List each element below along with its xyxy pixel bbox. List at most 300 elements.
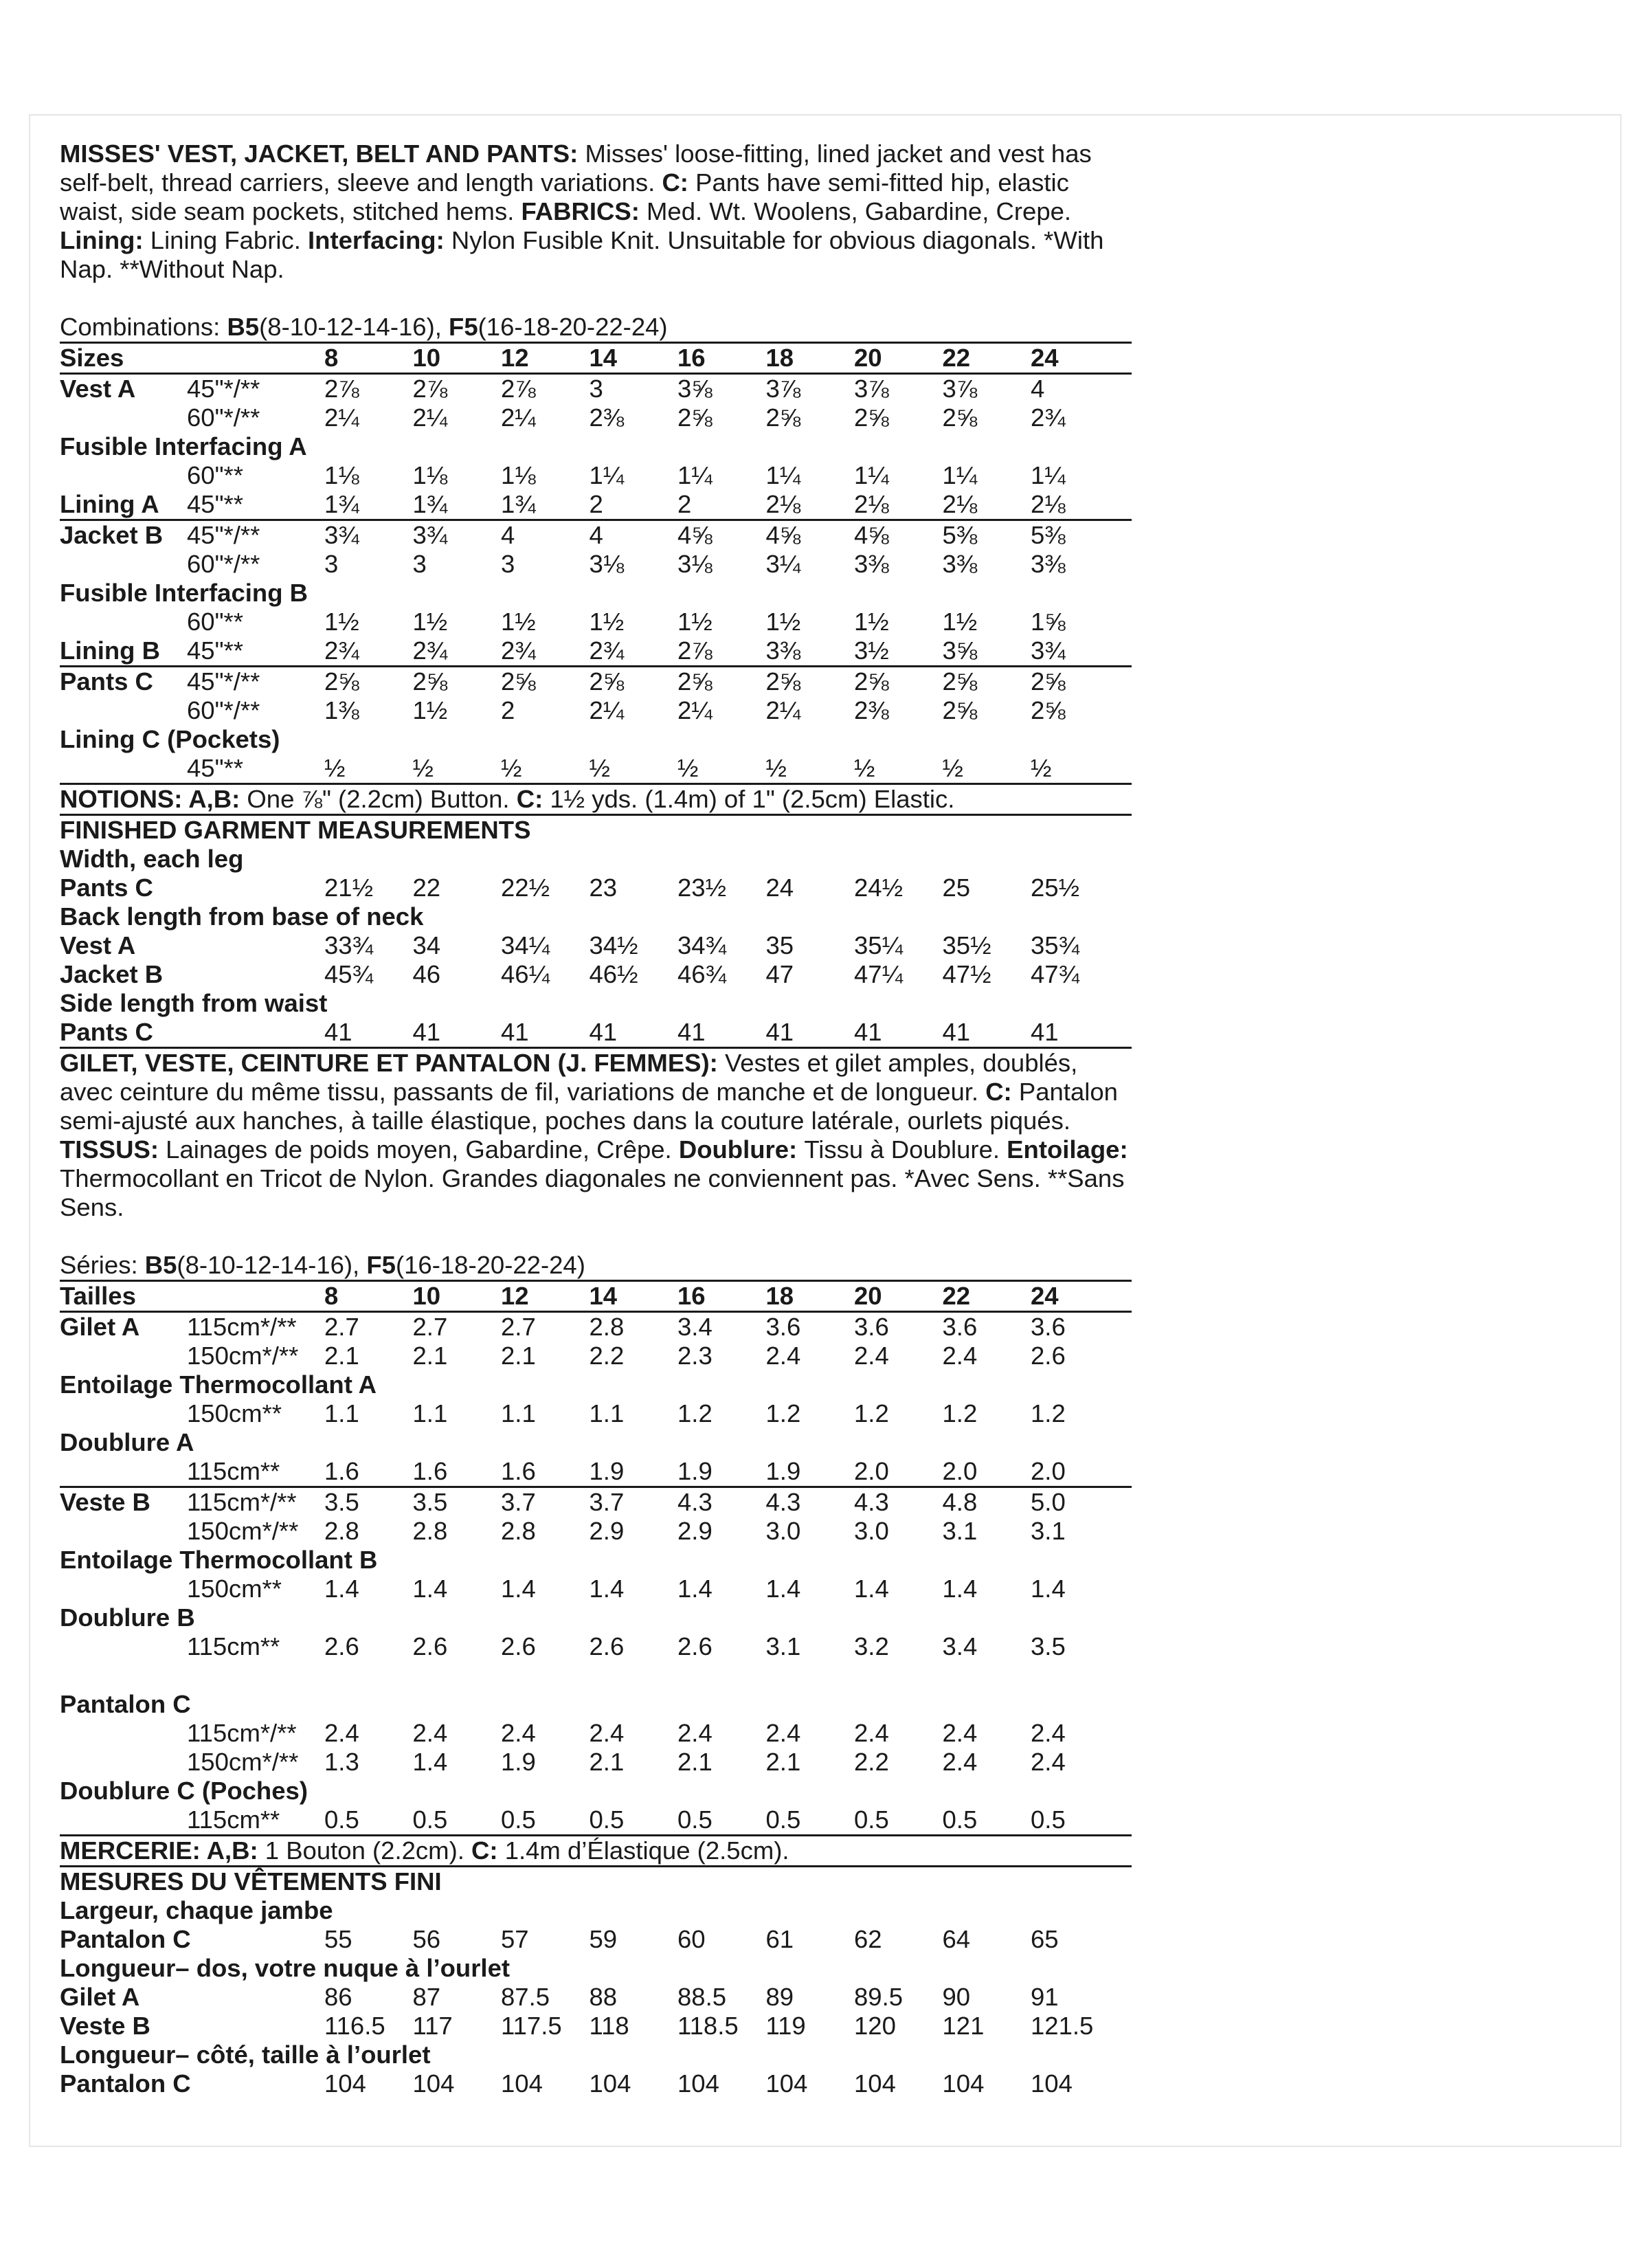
yardage-cell: 0.5 bbox=[589, 1805, 625, 1834]
section-label: Lining C (Pockets) bbox=[60, 725, 280, 753]
yardage-cell: 41 bbox=[589, 1018, 618, 1046]
size-header: 22 bbox=[942, 1282, 971, 1310]
yardage-cell: 1.6 bbox=[324, 1457, 359, 1485]
yardage-cell: 3½ bbox=[854, 636, 889, 665]
yardage-cell: 46¼ bbox=[501, 960, 550, 988]
table-row bbox=[60, 1342, 1132, 1370]
fr-description bbox=[60, 1049, 1132, 1222]
table-row bbox=[60, 2012, 1132, 2041]
row-label: Jacket B bbox=[60, 960, 164, 988]
yardage-cell: 2¾ bbox=[412, 636, 448, 665]
yardage-cell: 1.4 bbox=[1031, 1575, 1066, 1603]
yardage-cell: 89 bbox=[765, 1983, 794, 2011]
section-label: Entoilage Thermocollant A bbox=[60, 1370, 377, 1399]
row-label bbox=[60, 1399, 187, 1428]
yardage-cell: 2⅝ bbox=[765, 667, 801, 696]
section-label: Fusible Interfacing B bbox=[60, 579, 308, 607]
notions-term: MERCERIE: A,B: bbox=[60, 1836, 265, 1865]
row-label: Vest A bbox=[60, 375, 136, 403]
yardage-cell: 35½ bbox=[942, 931, 991, 959]
yardage-cell: 104 bbox=[942, 2069, 985, 2098]
yardage-cell: 5⅜ bbox=[1031, 521, 1066, 549]
yardage-cell: 2.6 bbox=[589, 1632, 625, 1660]
yardage-cell: 4.8 bbox=[942, 1488, 978, 1516]
yardage-cell: 2⅛ bbox=[854, 490, 889, 518]
combinations-prefix: Séries: bbox=[60, 1251, 145, 1279]
yardage-cell: 3.1 bbox=[1031, 1517, 1066, 1545]
yardage-cell: 2.8 bbox=[589, 1313, 625, 1341]
yardage-cell: 121 bbox=[942, 2012, 985, 2040]
yardage-cell: 4.3 bbox=[854, 1488, 889, 1516]
yardage-cell: 2.9 bbox=[677, 1517, 713, 1545]
yardage-cell: 46¾ bbox=[677, 960, 727, 988]
section-row bbox=[60, 989, 1132, 1018]
yardage-cell: 117 bbox=[412, 2012, 453, 2040]
table-row bbox=[60, 2069, 1132, 2098]
fabric-width: 45"** bbox=[187, 490, 243, 518]
size-header: 24 bbox=[1031, 1282, 1059, 1310]
notions-text: 1.4m d’Élastique (2.5cm). bbox=[504, 1836, 789, 1865]
row-label bbox=[60, 1575, 187, 1603]
yardage-cell: 3⅞ bbox=[854, 375, 889, 403]
size-header: 10 bbox=[412, 344, 441, 372]
yardage-cell: 2.0 bbox=[942, 1457, 978, 1485]
row-label: Pants C bbox=[60, 1018, 153, 1046]
spacer bbox=[60, 284, 1132, 313]
table-row bbox=[60, 490, 1132, 519]
yardage-cell: 2⅝ bbox=[942, 403, 978, 432]
yardage-cell: 104 bbox=[412, 2069, 455, 2098]
yardage-cell: 3.1 bbox=[942, 1517, 978, 1545]
yardage-cell: 41 bbox=[942, 1018, 971, 1046]
yardage-cell: 2⅝ bbox=[412, 667, 448, 696]
section-row bbox=[60, 2041, 1132, 2069]
combination-range: (8-10-12-14-16), bbox=[177, 1251, 367, 1279]
yardage-cell: 2.6 bbox=[1031, 1342, 1066, 1370]
yardage-cell: 3¾ bbox=[1031, 636, 1066, 665]
yardage-cell: 4 bbox=[501, 521, 515, 549]
fabric-width bbox=[187, 2069, 324, 2098]
yardage-cell: 3⅛ bbox=[589, 550, 625, 578]
table-row bbox=[60, 1575, 1132, 1603]
fr-combinations bbox=[60, 1251, 1132, 1280]
yardage-cell: 1.4 bbox=[765, 1575, 801, 1603]
row-label: Pants C bbox=[60, 667, 153, 696]
yardage-cell: 25½ bbox=[1031, 874, 1080, 902]
yardage-cell: 2.1 bbox=[412, 1342, 448, 1370]
yardage-cell: 1½ bbox=[589, 608, 625, 636]
notions-text: 1½ yds. (1.4m) of 1" (2.5cm) Elastic. bbox=[550, 785, 955, 813]
yardage-cell: 2.4 bbox=[854, 1719, 889, 1747]
yardage-cell: 2⅞ bbox=[501, 375, 536, 403]
yardage-cell: 1¼ bbox=[1031, 461, 1066, 489]
table-row bbox=[60, 608, 1132, 636]
yardage-cell: 104 bbox=[501, 2069, 543, 2098]
yardage-cell: 1.1 bbox=[412, 1399, 448, 1427]
size-header: 8 bbox=[324, 344, 339, 372]
notions-term: C: bbox=[471, 1836, 505, 1865]
yardage-cell: 22½ bbox=[501, 874, 550, 902]
yardage-cell: 56 bbox=[412, 1925, 441, 1953]
yardage-cell: 3¾ bbox=[412, 521, 448, 549]
yardage-cell: 1.2 bbox=[1031, 1399, 1066, 1427]
fabric-width: 45"** bbox=[187, 754, 243, 782]
yardage-cell: 2.4 bbox=[942, 1748, 978, 1776]
yardage-cell: 46½ bbox=[589, 960, 638, 988]
description-text: Vestes et gilet amples, doublés, avec ceinture du même tissu, passants de fil, variations de manche et de longueur. bbox=[60, 1049, 1078, 1106]
description-term: TISSUS: bbox=[60, 1135, 166, 1164]
yardage-cell: 2¼ bbox=[765, 696, 801, 724]
row-label: Pants C bbox=[60, 874, 153, 902]
yardage-cell: 104 bbox=[854, 2069, 896, 2098]
yardage-cell: 1.2 bbox=[942, 1399, 978, 1427]
size-header: 12 bbox=[501, 344, 529, 372]
yardage-cell: 34¾ bbox=[677, 931, 727, 959]
yardage-cell: ½ bbox=[589, 754, 610, 782]
row-label bbox=[60, 696, 187, 725]
yardage-cell: 3.5 bbox=[412, 1488, 448, 1516]
yardage-cell: 2.6 bbox=[324, 1632, 359, 1660]
yardage-cell: 2.6 bbox=[412, 1632, 448, 1660]
yardage-cell: ½ bbox=[942, 754, 963, 782]
section-row bbox=[60, 1954, 1132, 1983]
yardage-cell: 2.9 bbox=[589, 1517, 625, 1545]
yardage-cell: 2.0 bbox=[1031, 1457, 1066, 1485]
yardage-cell: 2.4 bbox=[854, 1342, 889, 1370]
table-row bbox=[60, 960, 1132, 989]
row-label: Veste B bbox=[60, 2012, 150, 2040]
yardage-cell: 62 bbox=[854, 1925, 882, 1953]
yardage-cell: 2.1 bbox=[677, 1748, 713, 1776]
yardage-cell: 1⅝ bbox=[1031, 608, 1066, 636]
yardage-cell: ½ bbox=[765, 754, 787, 782]
size-header: 16 bbox=[677, 344, 706, 372]
yardage-cell: 3¾ bbox=[324, 521, 359, 549]
yardage-cell: 47½ bbox=[942, 960, 991, 988]
row-label: Vest A bbox=[60, 931, 136, 959]
yardage-cell: 3.7 bbox=[589, 1488, 625, 1516]
yardage-cell: 3⅜ bbox=[765, 636, 801, 665]
size-header: 18 bbox=[765, 1282, 794, 1310]
spacer bbox=[60, 1222, 1132, 1251]
yardage-cell: 1½ bbox=[501, 608, 536, 636]
yardage-cell: 2.4 bbox=[1031, 1719, 1066, 1747]
yardage-cell: 41 bbox=[1031, 1018, 1059, 1046]
yardage-cell: 33¾ bbox=[324, 931, 374, 959]
yardage-cell: 46 bbox=[412, 960, 441, 988]
yardage-cell: 59 bbox=[589, 1925, 618, 1953]
yardage-cell: 87.5 bbox=[501, 1983, 550, 2011]
yardage-cell: 2⅝ bbox=[501, 667, 536, 696]
yardage-cell: 22 bbox=[412, 874, 441, 902]
combination-range: (16-18-20-22-24) bbox=[395, 1251, 585, 1279]
section-label: MESURES DU VÊTEMENTS FINI bbox=[60, 1867, 442, 1895]
table-row bbox=[60, 696, 1132, 725]
fabric-width: 115cm*/** bbox=[187, 1719, 297, 1747]
table-row bbox=[60, 1719, 1132, 1748]
table-row bbox=[60, 931, 1132, 960]
yardage-cell: 2.6 bbox=[677, 1632, 713, 1660]
size-header: 8 bbox=[324, 1282, 339, 1310]
row-label bbox=[60, 1719, 187, 1748]
yardage-cell: 60 bbox=[677, 1925, 706, 1953]
fabric-width: 115cm*/** bbox=[187, 1488, 297, 1516]
yardage-cell: 3.4 bbox=[942, 1632, 978, 1660]
yardage-cell: 23 bbox=[589, 874, 618, 902]
section-row bbox=[60, 1690, 1132, 1719]
yardage-cell: 1½ bbox=[412, 696, 448, 724]
notions-term: C: bbox=[516, 785, 550, 813]
size-header: 18 bbox=[765, 344, 794, 372]
yardage-cell: 2⅛ bbox=[942, 490, 978, 518]
yardage-cell: 21½ bbox=[324, 874, 374, 902]
yardage-cell: 89.5 bbox=[854, 1983, 904, 2011]
fabric-width: 60"*/** bbox=[187, 696, 260, 724]
yardage-cell: 3.6 bbox=[765, 1313, 801, 1341]
yardage-cell: ½ bbox=[1031, 754, 1052, 782]
yardage-cell: 4.3 bbox=[765, 1488, 801, 1516]
yardage-cell: 4.3 bbox=[677, 1488, 713, 1516]
yardage-cell: 1⅛ bbox=[501, 461, 536, 489]
yardage-cell: 4 bbox=[1031, 375, 1045, 403]
combination-range: (8-10-12-14-16), bbox=[259, 313, 449, 341]
table-row bbox=[60, 1517, 1132, 1546]
fabric-width: 150cm*/** bbox=[187, 1517, 299, 1545]
yardage-cell: 34 bbox=[412, 931, 441, 959]
yardage-cell: 104 bbox=[677, 2069, 719, 2098]
fabric-width bbox=[187, 1983, 324, 2012]
yardage-cell: 1⅜ bbox=[324, 696, 359, 724]
yardage-cell: 3 bbox=[501, 550, 515, 578]
yardage-cell: 35¼ bbox=[854, 931, 904, 959]
yardage-cell: 1¼ bbox=[942, 461, 978, 489]
fabric-width: 115cm** bbox=[187, 1632, 280, 1660]
yardage-cell: 65 bbox=[1031, 1925, 1059, 1953]
table-row bbox=[60, 521, 1132, 550]
table-row bbox=[60, 874, 1132, 902]
yardage-cell: 1.4 bbox=[854, 1575, 889, 1603]
yardage-cell: 3¼ bbox=[765, 550, 801, 578]
fabric-width: 45"*/** bbox=[187, 375, 260, 403]
description-text: Misses' loose-fitting, lined jacket and vest has self-belt, thread carriers, sleeve and length variations. bbox=[60, 140, 1092, 197]
yardage-cell: 2.8 bbox=[324, 1517, 359, 1545]
yardage-cell: 2¼ bbox=[501, 403, 536, 432]
yardage-cell: 3⅞ bbox=[765, 375, 801, 403]
yardage-cell: 47 bbox=[765, 960, 794, 988]
sizes-header-row bbox=[60, 1282, 1132, 1311]
header-blank bbox=[187, 344, 324, 373]
yardage-cell: 1.6 bbox=[412, 1457, 448, 1485]
description-text: Med. Wt. Woolens, Gabardine, Crepe. bbox=[646, 197, 1072, 225]
table-row bbox=[60, 1632, 1132, 1661]
yardage-cell: ½ bbox=[854, 754, 875, 782]
yardage-cell: 86 bbox=[324, 1983, 352, 2011]
yardage-cell: 2 bbox=[677, 490, 692, 518]
row-label bbox=[60, 608, 187, 636]
yardage-cell: 1½ bbox=[677, 608, 713, 636]
description-term: C: bbox=[985, 1078, 1019, 1106]
yardage-cell: ½ bbox=[324, 754, 346, 782]
yardage-cell: 2.4 bbox=[412, 1719, 448, 1747]
combination-code: F5 bbox=[366, 1251, 396, 1279]
yardage-cell: 4⅝ bbox=[677, 521, 713, 549]
description-text: Lainages de poids moyen, Gabardine, Crêpe. bbox=[166, 1135, 679, 1164]
description-term: Entoilage: bbox=[1007, 1135, 1128, 1164]
yardage-cell: 2.1 bbox=[765, 1748, 801, 1776]
section-row bbox=[60, 432, 1132, 461]
description-term: Interfacing: bbox=[308, 226, 451, 254]
yardage-cell: 104 bbox=[1031, 2069, 1073, 2098]
section-label: Width, each leg bbox=[60, 845, 244, 873]
yardage-cell: 1.6 bbox=[501, 1457, 536, 1485]
yardage-cell: 2⅝ bbox=[765, 403, 801, 432]
section-row bbox=[60, 1603, 1132, 1632]
yardage-cell: 2.6 bbox=[501, 1632, 536, 1660]
yardage-cell: 2⅝ bbox=[677, 403, 713, 432]
fabric-width bbox=[187, 874, 324, 902]
row-label: Pantalon C bbox=[60, 2069, 191, 2098]
section-row bbox=[60, 1370, 1132, 1399]
yardage-cell: 0.5 bbox=[765, 1805, 801, 1834]
fabric-width bbox=[187, 1018, 324, 1047]
yardage-cell: 2 bbox=[501, 696, 515, 724]
yardage-cell: 2⅝ bbox=[942, 696, 978, 724]
yardage-cell: 3⅜ bbox=[1031, 550, 1066, 578]
yardage-cell: 2¾ bbox=[324, 636, 359, 665]
en-description bbox=[60, 140, 1132, 284]
row-label bbox=[60, 461, 187, 490]
section-label: Longueur– dos, votre nuque à l’ourlet bbox=[60, 1954, 511, 1982]
description-text: Nylon Fusible Knit. Unsuitable for obvious diagonals. *With Nap. **Without Nap. bbox=[60, 226, 1104, 283]
yardage-cell: 3.2 bbox=[854, 1632, 889, 1660]
row-label bbox=[60, 1517, 187, 1546]
table-row bbox=[60, 1983, 1132, 2012]
yardage-cell: 2⅝ bbox=[677, 667, 713, 696]
yardage-cell: 1¾ bbox=[412, 490, 448, 518]
yardage-cell: 2.7 bbox=[412, 1313, 448, 1341]
size-header: 10 bbox=[412, 1282, 441, 1310]
yardage-cell: 2.3 bbox=[677, 1342, 713, 1370]
size-header: 16 bbox=[677, 1282, 706, 1310]
yardage-cell: 3.7 bbox=[501, 1488, 536, 1516]
description-term: Lining: bbox=[60, 226, 150, 254]
table-row bbox=[60, 1748, 1132, 1777]
yardage-cell: 0.5 bbox=[942, 1805, 978, 1834]
table-row bbox=[60, 636, 1132, 665]
section-row bbox=[60, 902, 1132, 931]
table-row bbox=[60, 667, 1132, 696]
row-spacer bbox=[60, 1661, 1132, 1690]
fabric-width: 115cm** bbox=[187, 1457, 280, 1485]
row-label bbox=[60, 403, 187, 432]
yardage-cell: 2.4 bbox=[589, 1719, 625, 1747]
yardage-cell: 2.4 bbox=[1031, 1748, 1066, 1776]
fabric-width: 60"** bbox=[187, 608, 243, 636]
table-row bbox=[60, 1488, 1132, 1517]
pattern-envelope-back bbox=[60, 140, 1132, 2098]
table-row bbox=[60, 403, 1132, 432]
description-term: C: bbox=[662, 168, 696, 197]
combination-code: B5 bbox=[227, 313, 260, 341]
yardage-cell: 3⅞ bbox=[942, 375, 978, 403]
yardage-cell: 2⅞ bbox=[324, 375, 359, 403]
yardage-cell: 0.5 bbox=[324, 1805, 359, 1834]
yardage-cell: 1.1 bbox=[501, 1399, 536, 1427]
table-row bbox=[60, 754, 1132, 783]
yardage-cell: 2⅜ bbox=[854, 696, 889, 724]
yardage-cell: 3.0 bbox=[765, 1517, 801, 1545]
yardage-cell: 5.0 bbox=[1031, 1488, 1066, 1516]
yardage-cell: 2⅛ bbox=[1031, 490, 1066, 518]
row-label: Lining B bbox=[60, 636, 160, 665]
yardage-cell: 3.6 bbox=[854, 1313, 889, 1341]
table-row bbox=[60, 550, 1132, 579]
yardage-cell: 3⅛ bbox=[677, 550, 713, 578]
fabric-width: 45"*/** bbox=[187, 667, 260, 696]
table-row bbox=[60, 1805, 1132, 1834]
header-blank bbox=[187, 1282, 324, 1311]
yardage-cell: 2.4 bbox=[942, 1719, 978, 1747]
yardage-cell: 35¾ bbox=[1031, 931, 1080, 959]
table-row bbox=[60, 1313, 1132, 1342]
yardage-cell: 2.4 bbox=[501, 1719, 536, 1747]
yardage-cell: 2.1 bbox=[324, 1342, 359, 1370]
size-header: 14 bbox=[589, 1282, 618, 1310]
yardage-cell: 1¼ bbox=[765, 461, 801, 489]
description-text: Thermocollant en Tricot de Nylon. Grandes diagonales ne conviennent pas. *Avec Sens. **Sans Sens. bbox=[60, 1164, 1125, 1221]
combination-code: F5 bbox=[449, 313, 478, 341]
sizes-header-row bbox=[60, 344, 1132, 373]
yardage-cell: 2¾ bbox=[589, 636, 625, 665]
description-term: Doublure: bbox=[678, 1135, 805, 1164]
row-label: Jacket B bbox=[60, 521, 164, 549]
yardage-cell: 2.1 bbox=[501, 1342, 536, 1370]
yardage-cell: 2.7 bbox=[501, 1313, 536, 1341]
yardage-cell: 1½ bbox=[324, 608, 359, 636]
yardage-cell: 41 bbox=[677, 1018, 706, 1046]
yardage-cell: 3⅝ bbox=[677, 375, 713, 403]
yardage-cell: 41 bbox=[854, 1018, 882, 1046]
fabric-width: 45"** bbox=[187, 636, 243, 665]
size-header: 22 bbox=[942, 344, 971, 372]
yardage-cell: 1¼ bbox=[677, 461, 713, 489]
section-row bbox=[60, 579, 1132, 608]
yardage-cell: 1⅛ bbox=[412, 461, 448, 489]
yardage-cell: 1¾ bbox=[324, 490, 359, 518]
yardage-cell: 2.2 bbox=[589, 1342, 625, 1370]
yardage-cell: 1.4 bbox=[412, 1748, 448, 1776]
yardage-cell: 3.6 bbox=[1031, 1313, 1066, 1341]
notions-text: One ⅞" (2.2cm) Button. bbox=[247, 785, 517, 813]
yardage-cell: 23½ bbox=[677, 874, 727, 902]
fabric-width: 115cm** bbox=[187, 1805, 280, 1834]
yardage-cell: 1.4 bbox=[501, 1575, 536, 1603]
yardage-cell: 47¼ bbox=[854, 960, 904, 988]
yardage-cell: 1½ bbox=[942, 608, 978, 636]
yardage-cell: 1.1 bbox=[589, 1399, 625, 1427]
fabric-width bbox=[187, 931, 324, 960]
sizes-header-label: Tailles bbox=[60, 1282, 136, 1310]
fabric-width: 150cm*/** bbox=[187, 1748, 299, 1776]
description-text: Tissu à Doublure. bbox=[804, 1135, 1007, 1164]
notions-text: 1 Bouton (2.2cm). bbox=[265, 1836, 472, 1865]
yardage-cell: 2⅝ bbox=[1031, 667, 1066, 696]
yardage-cell: 55 bbox=[324, 1925, 352, 1953]
row-label: Gilet A bbox=[60, 1313, 140, 1341]
yardage-cell: 0.5 bbox=[501, 1805, 536, 1834]
yardage-cell: 1.9 bbox=[677, 1457, 713, 1485]
yardage-cell: 5⅜ bbox=[942, 521, 978, 549]
